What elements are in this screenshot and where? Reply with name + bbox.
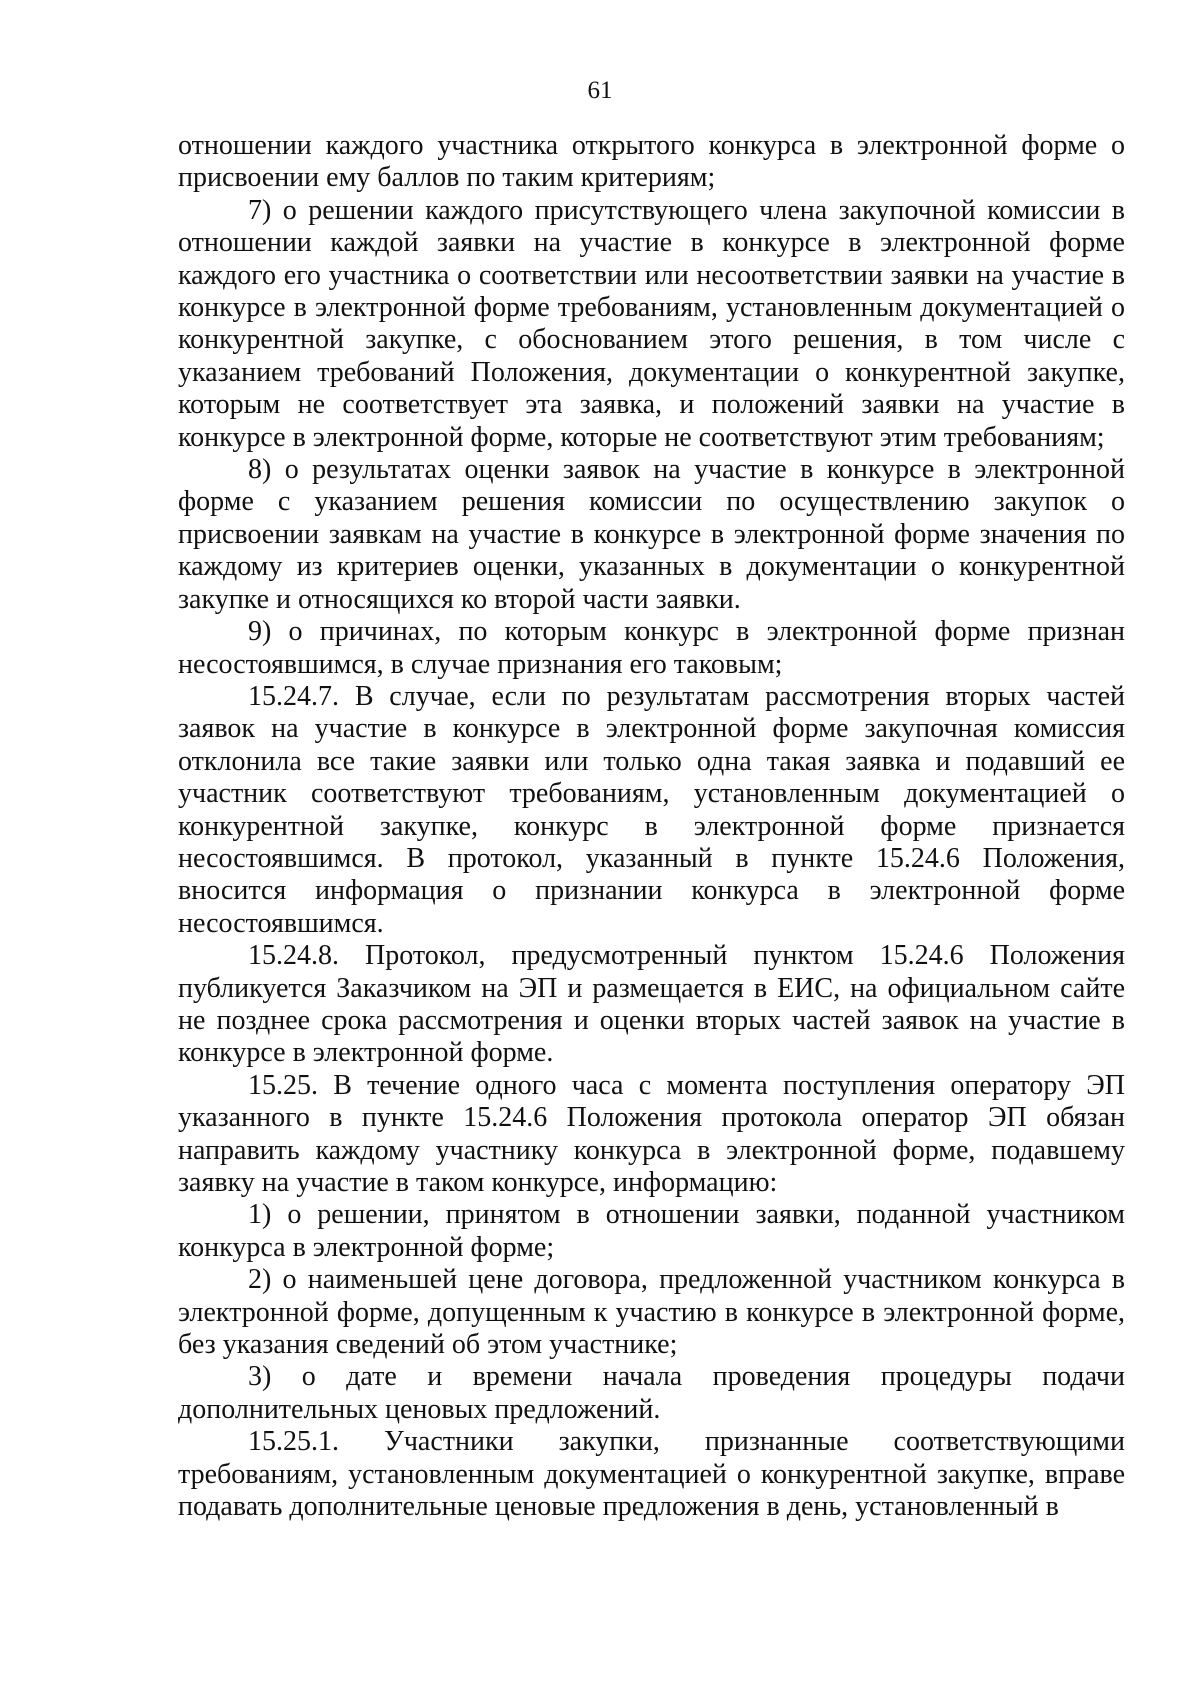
list-item-3: 3) о дате и времени начала проведения процедуры подачи дополнительных ценовых предложений. [178,1361,1125,1425]
clause-15-25-1: 15.25.1. Участники закупки, признанные соответствующими требованиям, установленным документацией о конкурентной закупке, вправе подавать дополнительные ценовые предложения в день, установленный в [178,1426,1125,1523]
list-item-9: 9) о причинах, по которым конкурс в электронной форме признан несостоявшимся, в случае признания его таковым; [178,616,1125,680]
paragraph-continuation: отношении каждого участника открытого конкурса в электронной форме о присвоении ему баллов по таким критериям; [178,130,1125,194]
list-item-7: 7) о решении каждого присутствующего члена закупочной комиссии в отношении каждой заявки на участие в конкурсе в электронной форме каждого его участника о соответствии или несоответствии заявки на участие в конкурсе в электронной форме требованиям, установленным документацией о конкурентной закупке, с обоснованием этого решения, в том числе с указанием требований Положения, документации о конкурентной закупке, которым не соответствует эта заявка, и положений заявки на участие в конкурсе в электронной форме, которые не соответствуют этим требованиям; [178,194,1125,453]
list-item-2: 2) о наименьшей цене договора, предложенной участником конкурса в электронной форме, допущенным к участию в конкурсе в электронной форме, без указания сведений об этом участнике; [178,1264,1125,1361]
list-item-1: 1) о решении, принятом в отношении заявки, поданной участником конкурса в электронной форме; [178,1199,1125,1263]
clause-15-24-7: 15.24.7. В случае, если по результатам рассмотрения вторых частей заявок на участие в конкурсе в электронной форме закупочная комиссия отклонила все такие заявки или только одна такая заявка и подавший ее участник соответствуют требованиям, установленным документацией о конкурентной закупке, конкурс в электронной форме признается несостоявшимся. В протокол, указанный в пункте 15.24.6 Положения, вносится информация о признании конкурса в электронной форме несостоявшимся. [178,680,1125,939]
document-body [178,130,1125,1523]
list-item-8: 8) о результатах оценки заявок на участие в конкурсе в электронной форме с указанием решения комиссии по осуществлению закупок о присвоении заявкам на участие в конкурсе в электронной форме значения по каждому из критериев оценки, указанных в документации о конкурентной закупке и относящихся ко второй части заявки. [178,454,1125,615]
page-number: 61 [587,77,613,104]
clause-15-25: 15.25. В течение одного часа с момента поступления оператору ЭП указанного в пункте 15.24.6 Положения протокола оператор ЭП обязан направить каждому участнику конкурса в электронной форме, подавшему заявку на участие в таком конкурсе, информацию: [178,1069,1125,1198]
clause-15-24-8: 15.24.8. Протокол, предусмотренный пунктом 15.24.6 Положения публикуется Заказчиком на ЭП и размещается в ЕИС, на официальном сайте не позднее срока рассмотрения и оценки вторых частей заявок на участие в конкурсе в электронной форме. [178,940,1125,1069]
